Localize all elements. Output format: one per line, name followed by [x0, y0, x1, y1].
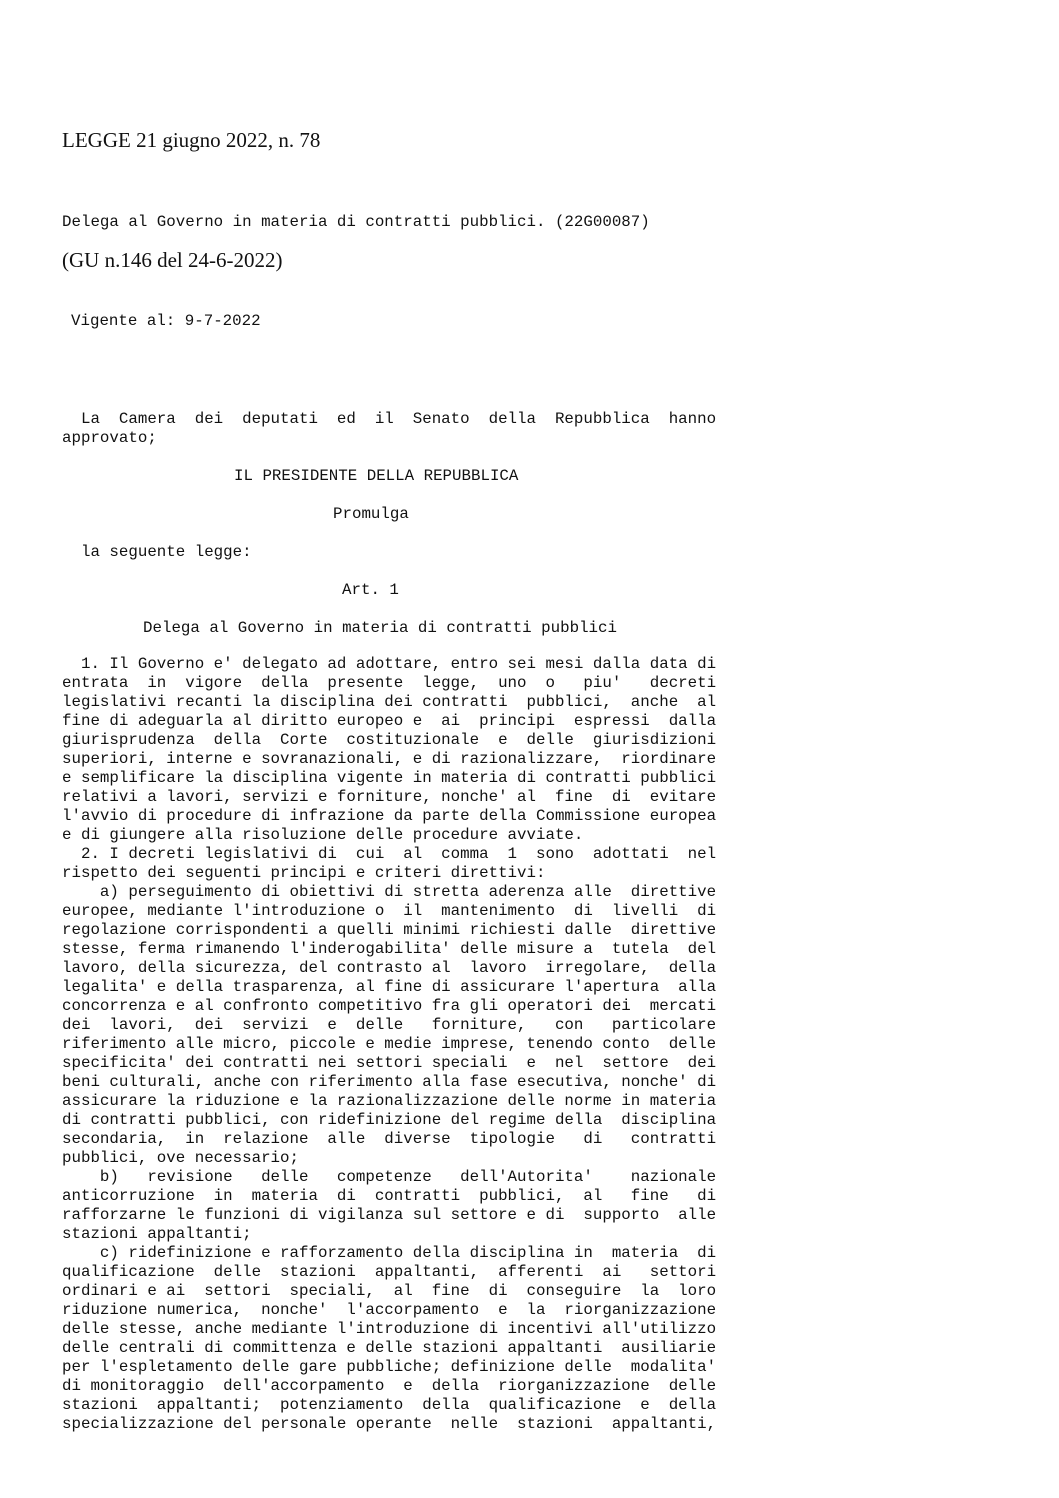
preamble-line-1: La Camera dei deputati ed il Senato della Repubblica hanno [62, 410, 717, 428]
body-line: di contratti pubblici, con ridefinizione del regime della disciplina [62, 1111, 717, 1129]
body-line: 2. I decreti legislativi di cui al comma 1 sono adottati nel [62, 845, 717, 863]
body-line: lavoro, della sicurezza, del contrasto al lavoro irregolare, della [62, 959, 717, 977]
gazette-reference: (GU n.146 del 24-6-2022) [62, 248, 283, 272]
body-line: delle centrali di committenza e delle stazioni appaltanti ausiliarie [62, 1339, 717, 1357]
body-line: stazioni appaltanti; potenziamento della qualificazione e della [62, 1396, 717, 1414]
body-line: beni culturali, anche con riferimento alla fase esecutiva, nonche' di [62, 1073, 717, 1091]
preamble-line-2: approvato; [62, 429, 157, 447]
article-number: Art. 1 [342, 581, 399, 599]
body-line: anticorruzione in materia di contratti pubblici, al fine di [62, 1187, 717, 1205]
body-line: di monitoraggio dell'accorpamento e della riorganizzazione delle [62, 1377, 717, 1395]
enactment-formula: la seguente legge: [62, 543, 252, 561]
body-line: stesse, ferma rimanendo l'inderogabilita' delle misure a tutela del [62, 940, 717, 958]
article-body [62, 655, 716, 1434]
body-line: qualificazione delle stazioni appaltanti, afferenti ai settori [62, 1263, 717, 1281]
body-line: riduzione numerica, nonche' l'accorpamento e la riorganizzazione [62, 1301, 717, 1319]
body-line: c) ridefinizione e rafforzamento della disciplina in materia di [62, 1244, 717, 1262]
body-line: relativi a lavori, servizi e forniture, nonche' al fine di evitare [62, 788, 717, 806]
article-heading: Delega al Governo in materia di contratti pubblici [143, 619, 617, 637]
body-line: giurisprudenza della Corte costituzionale e delle giurisdizioni [62, 731, 717, 749]
body-line: 1. Il Governo e' delegato ad adottare, entro sei mesi dalla data di [62, 655, 717, 673]
vigente-date: Vigente al: 9-7-2022 [71, 312, 261, 330]
body-line: regolazione corrispondenti a quelli minimi richiesti dalle direttive [62, 921, 717, 939]
body-line: specificita' dei contratti nei settori speciali e nel settore dei [62, 1054, 717, 1072]
body-line: b) revisione delle competenze dell'Autorita' nazionale [62, 1168, 717, 1186]
president-heading: IL PRESIDENTE DELLA REPUBBLICA [234, 467, 519, 485]
body-line: concorrenza e al confronto competitivo fra gli operatori dei mercati [62, 997, 717, 1015]
body-line: rafforzarne le funzioni di vigilanza sul settore e di supporto alle [62, 1206, 717, 1224]
body-line: entrata in vigore della presente legge, uno o piu' decreti [62, 674, 717, 692]
body-line: e semplificare la disciplina vigente in materia di contratti pubblici [62, 769, 717, 787]
body-line: legislativi recanti la disciplina dei contratti pubblici, anche al [62, 693, 717, 711]
body-line: stazioni appaltanti; [62, 1225, 252, 1243]
body-line: specializzazione del personale operante nelle stazioni appaltanti, [62, 1415, 717, 1433]
body-line: a) perseguimento di obiettivi di stretta aderenza alle direttive [62, 883, 717, 901]
body-line: dei lavori, dei servizi e delle forniture, con particolare [62, 1016, 717, 1034]
body-line: pubblici, ove necessario; [62, 1149, 299, 1167]
body-line: per l'espletamento delle gare pubbliche; definizione delle modalita' [62, 1358, 717, 1376]
body-line: secondaria, in relazione alle diverse tipologie di contratti [62, 1130, 717, 1148]
body-line: fine di adeguarla al diritto europeo e ai principi espressi dalla [62, 712, 717, 730]
body-line: l'avvio di procedure di infrazione da parte della Commissione europea [62, 807, 717, 825]
body-line: ordinari e ai settori speciali, al fine di conseguire la loro [62, 1282, 717, 1300]
body-line: superiori, interne e sovranazionali, e di razionalizzare, riordinare [62, 750, 717, 768]
body-line: delle stesse, anche mediante l'introduzione di incentivi all'utilizzo [62, 1320, 717, 1338]
body-line: assicurare la riduzione e la razionalizzazione delle norme in materia [62, 1092, 717, 1110]
body-line: legalita' e della trasparenza, al fine di assicurare l'apertura alla [62, 978, 717, 996]
body-line: rispetto dei seguenti principi e criteri direttivi: [62, 864, 546, 882]
law-title: LEGGE 21 giugno 2022, n. 78 [62, 128, 321, 152]
law-subtitle: Delega al Governo in materia di contratti pubblici. (22G00087) [62, 213, 650, 231]
body-line: riferimento alle micro, piccole e medie imprese, tenendo conto delle [62, 1035, 717, 1053]
promulga-heading: Promulga [333, 505, 409, 523]
body-line: europee, mediante l'introduzione o il mantenimento di livelli di [62, 902, 717, 920]
body-line: e di giungere alla risoluzione delle procedure avviate. [62, 826, 584, 844]
